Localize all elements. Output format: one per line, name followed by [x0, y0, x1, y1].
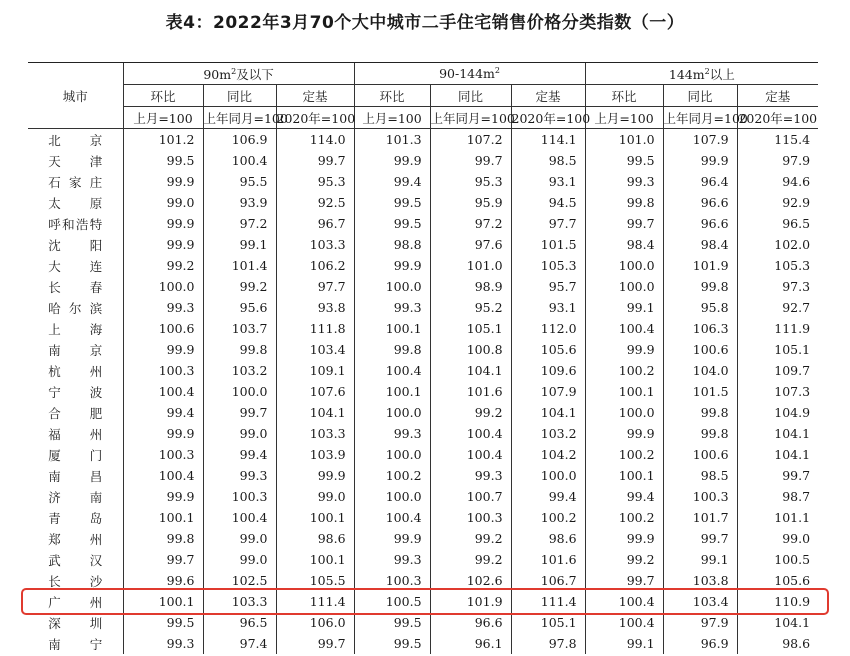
index-value: 100.1: [276, 549, 354, 570]
index-value: 93.8: [276, 297, 354, 318]
index-value: 100.1: [585, 381, 663, 402]
index-value: 99.8: [663, 423, 737, 444]
index-value: 107.6: [276, 381, 354, 402]
index-value: 92.7: [737, 297, 818, 318]
city-name: 郑州: [48, 531, 103, 547]
index-value: 107.9: [511, 381, 585, 402]
index-value: 107.3: [737, 381, 818, 402]
index-value: 98.9: [430, 276, 511, 297]
index-value: 92.9: [737, 192, 818, 213]
index-value: 100.3: [354, 570, 430, 591]
metric-header: 定基: [276, 85, 354, 107]
index-value: 99.0: [123, 192, 203, 213]
index-value: 99.9: [585, 423, 663, 444]
metric-header: 定基: [511, 85, 585, 107]
index-value: 100.2: [585, 507, 663, 528]
index-value: 94.5: [511, 192, 585, 213]
table-row: [28, 150, 818, 171]
city-name: 武汉: [48, 552, 103, 568]
index-value: 99.9: [123, 213, 203, 234]
city-name: 长沙: [48, 573, 103, 589]
index-value: 98.6: [737, 633, 818, 654]
city-name: 青岛: [48, 510, 103, 526]
base-header: 上月=100: [123, 107, 203, 129]
city-name: 南宁: [48, 636, 103, 652]
index-value: 101.9: [663, 255, 737, 276]
index-value: 98.5: [663, 465, 737, 486]
table-row: [28, 486, 818, 507]
index-value: 103.7: [203, 318, 276, 339]
index-value: 100.3: [123, 444, 203, 465]
index-value: 97.9: [737, 150, 818, 171]
index-value: 100.2: [585, 444, 663, 465]
index-value: 99.8: [585, 192, 663, 213]
index-value: 100.2: [354, 465, 430, 486]
index-value: 99.4: [354, 171, 430, 192]
index-value: 99.7: [585, 570, 663, 591]
index-value: 111.8: [276, 318, 354, 339]
index-value: 112.0: [511, 318, 585, 339]
index-value: 99.5: [585, 150, 663, 171]
table-row: [28, 171, 818, 192]
index-value: 99.5: [354, 213, 430, 234]
index-value: 99.0: [276, 486, 354, 507]
index-value: 100.2: [585, 360, 663, 381]
index-value: 96.7: [276, 213, 354, 234]
index-value: 102.0: [737, 234, 818, 255]
index-value: 100.4: [203, 150, 276, 171]
index-value: 95.6: [203, 297, 276, 318]
index-value: 103.8: [663, 570, 737, 591]
index-value: 101.2: [123, 129, 203, 151]
index-value: 105.1: [737, 339, 818, 360]
index-value: 114.1: [511, 129, 585, 151]
city-name: 厦门: [48, 447, 103, 463]
index-value: 95.7: [511, 276, 585, 297]
index-value: 99.3: [585, 171, 663, 192]
index-value: 96.1: [430, 633, 511, 654]
table-row: [28, 444, 818, 465]
index-value: 100.5: [737, 549, 818, 570]
index-value: 99.9: [276, 465, 354, 486]
index-value: 106.2: [276, 255, 354, 276]
index-value: 97.7: [276, 276, 354, 297]
index-value: 100.1: [123, 591, 203, 612]
index-value: 99.3: [123, 633, 203, 654]
index-value: 92.5: [276, 192, 354, 213]
index-value: 99.5: [354, 633, 430, 654]
base-header: 2020年=100: [276, 107, 354, 129]
index-value: 99.4: [123, 402, 203, 423]
index-value: 103.3: [276, 423, 354, 444]
index-value: 103.9: [276, 444, 354, 465]
index-value: 99.5: [354, 192, 430, 213]
index-value: 95.3: [276, 171, 354, 192]
index-value: 101.6: [511, 549, 585, 570]
index-value: 111.4: [511, 591, 585, 612]
index-value: 99.5: [123, 612, 203, 633]
city-name: 哈尔滨: [48, 300, 103, 316]
base-header: 2020年=100: [737, 107, 818, 129]
index-value: 99.7: [430, 150, 511, 171]
index-value: 99.3: [123, 297, 203, 318]
index-value: 99.7: [737, 465, 818, 486]
index-value: 98.4: [663, 234, 737, 255]
table-row: [28, 276, 818, 297]
index-value: 97.9: [663, 612, 737, 633]
index-value: 95.2: [430, 297, 511, 318]
index-value: 99.5: [354, 612, 430, 633]
index-value: 99.0: [737, 528, 818, 549]
index-value: 99.0: [203, 423, 276, 444]
index-value: 99.9: [123, 171, 203, 192]
index-value: 101.3: [354, 129, 430, 151]
metric-header: 环比: [354, 85, 430, 107]
index-value: 98.6: [511, 528, 585, 549]
base-header: 上月=100: [585, 107, 663, 129]
group-header-medium: $90-144m^2$: [354, 63, 585, 85]
index-value: 104.1: [737, 423, 818, 444]
metric-header: 同比: [663, 85, 737, 107]
index-value: 102.5: [203, 570, 276, 591]
table-row: [28, 318, 818, 339]
table-row: [28, 213, 818, 234]
index-value: 99.3: [354, 549, 430, 570]
index-value: 99.2: [585, 549, 663, 570]
city-name: 广州: [48, 594, 103, 610]
index-value: 100.0: [354, 444, 430, 465]
index-value: 105.6: [511, 339, 585, 360]
index-value: 99.7: [276, 150, 354, 171]
index-value: 110.9: [737, 591, 818, 612]
index-value: 100.1: [123, 507, 203, 528]
index-value: 104.1: [276, 402, 354, 423]
index-value: 99.3: [203, 465, 276, 486]
index-value: 101.5: [663, 381, 737, 402]
index-value: 99.8: [663, 276, 737, 297]
index-value: 104.9: [737, 402, 818, 423]
city-name: 深圳: [48, 615, 103, 631]
index-value: 106.7: [511, 570, 585, 591]
index-value: 95.3: [430, 171, 511, 192]
index-value: 99.1: [203, 234, 276, 255]
index-value: 99.9: [354, 255, 430, 276]
table-title: 表4：2022年3月70个大中城市二手住宅销售价格分类指数（一）: [165, 13, 685, 33]
city-name: 沈阳: [48, 237, 103, 253]
index-value: 99.9: [123, 339, 203, 360]
table-row: [28, 297, 818, 318]
group-header-large: $144m^2$以上: [585, 63, 818, 85]
metric-header: 环比: [123, 85, 203, 107]
index-value: 107.9: [663, 129, 737, 151]
index-value: 104.0: [663, 360, 737, 381]
table-row: [28, 129, 818, 151]
index-value: 111.4: [276, 591, 354, 612]
index-value: 100.4: [430, 423, 511, 444]
city-name: 济南: [48, 489, 103, 505]
index-value: 93.1: [511, 297, 585, 318]
city-name: 天津: [48, 153, 103, 169]
index-value: 99.4: [511, 486, 585, 507]
index-value: 114.0: [276, 129, 354, 151]
city-name: 石家庄: [48, 174, 103, 190]
index-value: 97.2: [430, 213, 511, 234]
city-name: 南昌: [48, 468, 103, 484]
city-name: 呼和浩特: [48, 216, 103, 232]
index-value: 100.0: [511, 465, 585, 486]
table-row: [28, 381, 818, 402]
index-value: 103.4: [276, 339, 354, 360]
index-value: 99.8: [123, 528, 203, 549]
city-name: 福州: [48, 426, 103, 442]
index-value: 99.9: [123, 423, 203, 444]
index-value: 100.7: [430, 486, 511, 507]
metric-header: 同比: [430, 85, 511, 107]
index-value: 103.2: [203, 360, 276, 381]
index-value: 99.3: [430, 465, 511, 486]
index-value: 100.6: [123, 318, 203, 339]
index-value: 98.8: [354, 234, 430, 255]
index-value: 111.9: [737, 318, 818, 339]
index-value: 94.6: [737, 171, 818, 192]
index-value: 97.6: [430, 234, 511, 255]
index-value: 100.0: [354, 486, 430, 507]
index-value: 104.1: [737, 444, 818, 465]
index-value: 99.9: [585, 528, 663, 549]
index-value: 103.2: [511, 423, 585, 444]
index-value: 103.4: [663, 591, 737, 612]
index-value: 99.7: [276, 633, 354, 654]
index-value: 100.6: [663, 444, 737, 465]
table-row: [28, 528, 818, 549]
index-value: 95.8: [663, 297, 737, 318]
index-value: 103.3: [203, 591, 276, 612]
index-value: 93.9: [203, 192, 276, 213]
index-value: 99.4: [203, 444, 276, 465]
index-value: 96.9: [663, 633, 737, 654]
index-value: 103.3: [276, 234, 354, 255]
index-value: 104.1: [737, 612, 818, 633]
city-header: 城市: [28, 63, 123, 129]
index-value: 99.2: [430, 402, 511, 423]
table-row: [28, 255, 818, 276]
index-value: 104.1: [430, 360, 511, 381]
index-value: 97.7: [511, 213, 585, 234]
city-name: 合肥: [48, 405, 103, 421]
index-value: 109.6: [511, 360, 585, 381]
index-value: 101.4: [203, 255, 276, 276]
metric-header: 定基: [737, 85, 818, 107]
index-value: 97.8: [511, 633, 585, 654]
index-value: 100.1: [276, 507, 354, 528]
index-value: 100.4: [203, 507, 276, 528]
index-value: 101.6: [430, 381, 511, 402]
table-row: [28, 339, 818, 360]
table-row: [28, 192, 818, 213]
index-value: 98.7: [737, 486, 818, 507]
index-value: 100.4: [585, 318, 663, 339]
city-name: 宁波: [48, 384, 103, 400]
index-value: 99.1: [585, 633, 663, 654]
index-value: 102.6: [430, 570, 511, 591]
index-value: 106.3: [663, 318, 737, 339]
index-value: 99.2: [430, 528, 511, 549]
index-value: 100.0: [354, 402, 430, 423]
index-value: 105.3: [511, 255, 585, 276]
index-value: 99.1: [663, 549, 737, 570]
index-value: 115.4: [737, 129, 818, 151]
table-row: [28, 507, 818, 528]
index-value: 105.6: [737, 570, 818, 591]
table-row: [28, 633, 818, 654]
index-value: 106.0: [276, 612, 354, 633]
base-header: 2020年=100: [511, 107, 585, 129]
price-index-table: [28, 62, 818, 654]
base-header: 上年同月=100: [203, 107, 276, 129]
index-value: 98.4: [585, 234, 663, 255]
table-row: [28, 549, 818, 570]
index-value: 100.4: [585, 591, 663, 612]
index-value: 100.1: [354, 318, 430, 339]
index-value: 99.9: [354, 150, 430, 171]
index-value: 99.8: [203, 339, 276, 360]
index-value: 99.2: [123, 255, 203, 276]
index-value: 96.5: [737, 213, 818, 234]
group-header-small: $90m^2$及以下: [123, 63, 354, 85]
index-value: 101.0: [430, 255, 511, 276]
index-value: 96.6: [430, 612, 511, 633]
base-header: 上年同月=100: [663, 107, 737, 129]
index-value: 100.8: [430, 339, 511, 360]
index-value: 99.2: [430, 549, 511, 570]
index-value: 100.4: [430, 444, 511, 465]
index-value: 100.0: [354, 276, 430, 297]
index-value: 100.1: [585, 465, 663, 486]
index-value: 96.4: [663, 171, 737, 192]
index-value: 99.1: [585, 297, 663, 318]
index-value: 100.0: [585, 276, 663, 297]
index-value: 100.4: [123, 381, 203, 402]
index-value: 100.1: [354, 381, 430, 402]
index-value: 99.2: [203, 276, 276, 297]
city-name: 大连: [48, 258, 103, 274]
index-value: 105.5: [276, 570, 354, 591]
index-value: 105.1: [511, 612, 585, 633]
index-value: 100.2: [511, 507, 585, 528]
index-value: 100.0: [585, 255, 663, 276]
index-value: 99.4: [585, 486, 663, 507]
index-value: 107.2: [430, 129, 511, 151]
table-row: [28, 612, 818, 633]
index-value: 99.8: [663, 402, 737, 423]
index-value: 100.4: [354, 507, 430, 528]
table-row: [28, 465, 818, 486]
index-value: 100.4: [123, 465, 203, 486]
index-value: 99.0: [203, 549, 276, 570]
index-value: 99.7: [203, 402, 276, 423]
table-row: [28, 360, 818, 381]
metric-header: 环比: [585, 85, 663, 107]
index-value: 100.5: [354, 591, 430, 612]
index-value: 99.9: [663, 150, 737, 171]
base-header: 上年同月=100: [430, 107, 511, 129]
index-value: 100.0: [203, 381, 276, 402]
city-name: 太原: [48, 195, 103, 211]
index-value: 93.1: [511, 171, 585, 192]
index-value: 101.1: [737, 507, 818, 528]
index-value: 99.7: [663, 528, 737, 549]
index-value: 99.7: [585, 213, 663, 234]
index-value: 105.3: [737, 255, 818, 276]
index-value: 101.9: [430, 591, 511, 612]
index-value: 100.0: [123, 276, 203, 297]
index-value: 100.0: [585, 402, 663, 423]
index-value: 101.0: [585, 129, 663, 151]
index-value: 100.3: [123, 360, 203, 381]
index-value: 98.5: [511, 150, 585, 171]
index-value: 100.3: [203, 486, 276, 507]
index-value: 104.2: [511, 444, 585, 465]
index-value: 99.8: [354, 339, 430, 360]
index-value: 95.5: [203, 171, 276, 192]
city-name: 北京: [48, 132, 103, 148]
index-value: 99.3: [354, 423, 430, 444]
city-name: 长春: [48, 279, 103, 295]
index-value: 96.6: [663, 213, 737, 234]
index-value: 98.6: [276, 528, 354, 549]
base-header: 上月=100: [354, 107, 430, 129]
index-value: 99.9: [123, 486, 203, 507]
index-value: 99.3: [354, 297, 430, 318]
index-value: 99.9: [585, 339, 663, 360]
index-value: 99.6: [123, 570, 203, 591]
table-row: [28, 402, 818, 423]
index-value: 99.5: [123, 150, 203, 171]
index-value: 99.0: [203, 528, 276, 549]
metric-header: 同比: [203, 85, 276, 107]
table-row: [28, 423, 818, 444]
index-value: 101.7: [663, 507, 737, 528]
index-value: 106.9: [203, 129, 276, 151]
index-value: 101.5: [511, 234, 585, 255]
index-value: 109.7: [737, 360, 818, 381]
index-value: 97.4: [203, 633, 276, 654]
index-value: 104.1: [511, 402, 585, 423]
table-row: [28, 234, 818, 255]
index-value: 100.6: [663, 339, 737, 360]
index-value: 96.6: [663, 192, 737, 213]
city-name: 南京: [48, 342, 103, 358]
index-value: 100.3: [430, 507, 511, 528]
table-body: [28, 129, 818, 655]
index-value: 99.9: [123, 234, 203, 255]
index-value: 95.9: [430, 192, 511, 213]
index-value: 99.7: [123, 549, 203, 570]
index-value: 99.9: [354, 528, 430, 549]
index-value: 97.2: [203, 213, 276, 234]
index-value: 100.4: [585, 612, 663, 633]
index-value: 97.3: [737, 276, 818, 297]
city-name: 杭州: [48, 363, 103, 379]
index-value: 105.1: [430, 318, 511, 339]
index-value: 96.5: [203, 612, 276, 633]
index-value: 109.1: [276, 360, 354, 381]
index-value: 100.4: [354, 360, 430, 381]
city-name: 上海: [48, 321, 103, 337]
index-value: 100.3: [663, 486, 737, 507]
guangzhou-highlight-box: [21, 588, 829, 615]
